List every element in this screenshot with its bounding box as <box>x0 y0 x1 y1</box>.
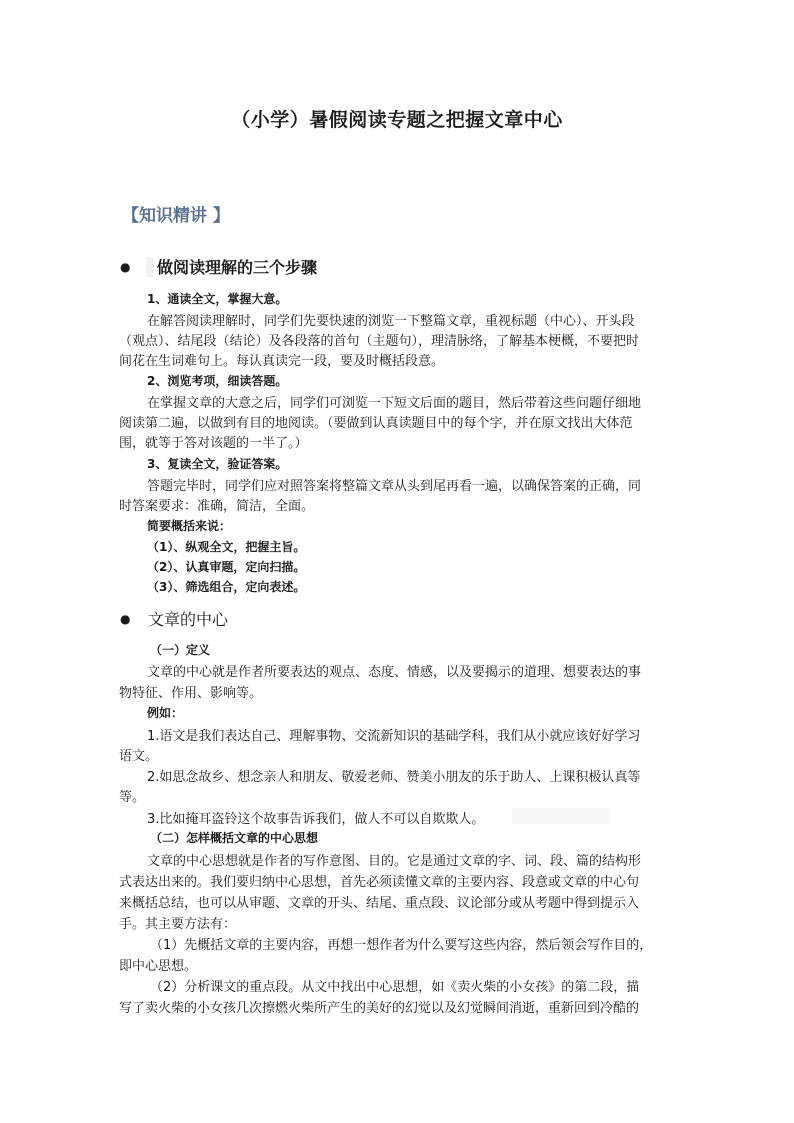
method-line: 写了卖火柴的小女孩几次擦燃火柴所产生的美好的幻觉以及幻觉瞬间消逝，重新回到冷酷的 <box>119 1001 640 1016</box>
example-label: 例如： <box>147 706 184 720</box>
summary-item: （2）、认真审题，定向扫描。 <box>147 560 306 574</box>
paragraph-line: （观点）、结尾段（结论）及各段落的首句（主题句），理清脉络，了解基本梗概，不要把时 <box>119 334 640 349</box>
subsection-how-to-summarize: （二）怎样概括文章的中心思想 <box>150 831 319 845</box>
paragraph-line: 手。其主要方法有： <box>119 917 237 932</box>
example-line: 3.比如掩耳盗铃这个故事告诉我们，做人不可以自欺欺人。 <box>147 812 485 827</box>
bullet-icon: ● <box>120 260 131 274</box>
paragraph-line: 间花在生词难句上。每认真读完一段，要及时概括段意。 <box>119 354 445 369</box>
heading-article-center: 文章的中心 <box>148 610 229 629</box>
shaded-block <box>512 808 610 824</box>
paragraph-line: 式表达出来的。我们要归纳中心思想，首先必须读懂文章的主要内容、段意或文章的中心句 <box>119 875 640 890</box>
paragraph-line: 物特征、作用、影响等。 <box>119 686 263 701</box>
heading-reading-steps: 做阅读理解的三个步骤 <box>157 258 318 277</box>
paragraph-line: 文章的中心思想就是作者的写作意图、目的。它是通过文章的字、词、段、篇的结构形 <box>147 854 642 869</box>
step2-title: 2、浏览考项，细读答题。 <box>147 374 288 388</box>
summary-label: 简要概括来说： <box>147 519 232 533</box>
method-line: （1）先概括文章的主要内容，再想一想作者为什么要写这些内容，然后领会写作目的， <box>150 938 653 953</box>
summary-item: （1）、纵观全文，把握主旨。 <box>147 540 306 554</box>
paragraph-line: 来概括总结，也可以从审题、文章的开头、结尾、重点段、议论部分或从考题中得到提示入 <box>119 896 640 911</box>
paragraph-line: 围，就等于答对该题的一半了。） <box>119 436 308 451</box>
method-line: 即中心思想。 <box>119 959 198 974</box>
paragraph-line: 时答案要求：准确，简洁，全面。 <box>119 499 315 514</box>
section-tag: 【知识精讲 】 <box>122 206 230 226</box>
summary-item: （3）、筛选组合，定向表述。 <box>147 580 306 594</box>
example-line: 2.如思念故乡、想念亲人和朋友、敬爱老师、赞美小朋友的乐于助人、上课积极认真等 <box>147 770 641 785</box>
heading-highlight <box>146 257 154 277</box>
method-line: （2）分析课文的重点段。从文中找出中心思想，如《卖火柴的小女孩》的第二段，描 <box>150 980 640 995</box>
example-line: 1.语文是我们表达自己、理解事物、交流新知识的基础学科，我们从小就应该好好学习 <box>147 729 641 744</box>
subsection-definition: （一）定义 <box>150 643 211 657</box>
document-title: （小学）暑假阅读专题之把握文章中心 <box>231 109 563 131</box>
paragraph-line: 文章的中心就是作者所要表达的观点、态度、情感，以及要揭示的道理、想要表达的事 <box>147 665 642 680</box>
paragraph-line: 阅读第二遍，以做到有目的地阅读。（要做到认真读题目中的每个字，并在原文找出大体范 <box>119 416 633 431</box>
example-line: 语文。 <box>119 749 159 764</box>
step1-title: 1、通读全文，掌握大意。 <box>147 292 288 306</box>
step3-title: 3、复读全文，验证答案。 <box>147 457 288 471</box>
example-line: 等。 <box>119 790 146 805</box>
paragraph-line: 答题完毕时，同学们应对照答案将整篇文章从头到尾再看一遍，以确保答案的正确，同 <box>147 479 642 494</box>
paragraph-line: 在掌握文章的大意之后，同学们可浏览一下短文后面的题目，然后带着这些问题仔细地 <box>147 396 642 411</box>
paragraph-line: 在解答阅读理解时，同学们先要快速的浏览一下整篇文章，重视标题（中心）、开头段 <box>147 314 635 329</box>
bullet-icon: ● <box>120 612 131 626</box>
